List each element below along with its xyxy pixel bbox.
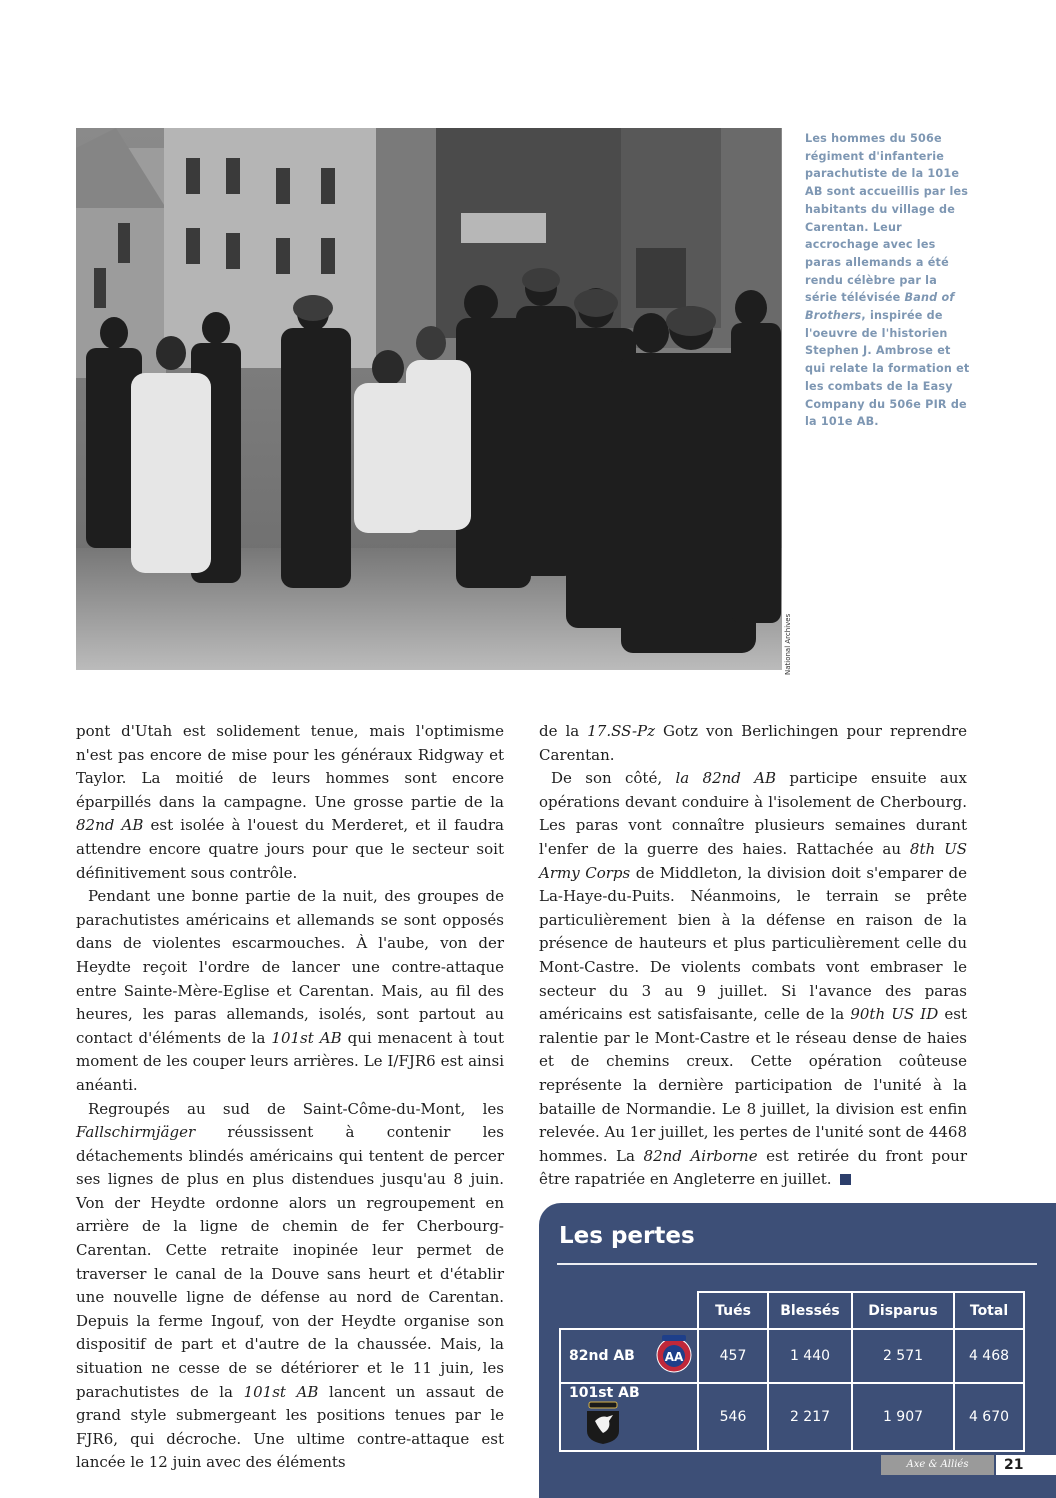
column-header: Blessés	[768, 1292, 852, 1329]
table-cell: 1 440	[768, 1329, 852, 1383]
caption-text: Les hommes du 506e régiment d'infanterie parachutiste de la 101e AB sont accueillis par les habitants du village de Carentan. Leur accrochage avec les paras allemands a été rendu célèbre par la série télévisée	[805, 132, 969, 305]
magazine-name: Axe & Alliés	[881, 1455, 994, 1475]
paragraph: de la 17.SS-Pz Gotz von Berlichingen pour reprendre Carentan.	[539, 722, 967, 764]
historical-photo	[76, 128, 782, 670]
divider	[557, 1263, 1037, 1265]
table-cell: 2 571	[852, 1329, 954, 1383]
table-header-row	[560, 1292, 1024, 1329]
table-cell: 4 468	[954, 1329, 1024, 1383]
paragraph: pont d'Utah est solidement tenue, mais l'optimisme n'est pas encore de mise pour les généraux Ridgway et Taylor. La moitié de leurs hommes sont encore éparpillés dans la campagne. Une grosse partie de la 82nd AB est isolée à l'ouest du Merderet, et il faudra attendre encore quatre jours pour que le secteur soit définitivement sous contrôle.	[76, 722, 504, 882]
101st-airborne-insignia-icon	[583, 1401, 623, 1449]
article-column-right	[539, 720, 967, 1192]
paragraph: Regroupés au sud de Saint-Côme-du-Mont, les Fallschirmjäger réussissent à contenir les détachements blindés américains qui tentent de percer ses lignes de plus en plus distendues jusqu'au 8 juin. Von der Heydte ordonne alors un regroupement en arrière de la ligne de chemin de fer Cherbourg-Carentan. Cette retraite inopinée leur permet de traverser le canal de la Douve sans heurt et d'établir une nouvelle ligne de défense au nord de Carentan. Depuis la ferme Ingouf, von der Heydte organise son dispositif de part et d'autre de la chaussée. Mais, la situation ne cesse de se détériorer et le 11 juin, les parachutistes de la 101st AB lancent un assaut de grand style submergeant les positions tenues par le FJR6, qui décroche. Une ultime contre-attaque est lancée le 12 juin avec des éléments	[76, 1099, 504, 1472]
photo-caption	[805, 130, 970, 431]
svg-text:AA: AA	[664, 1350, 684, 1364]
caption-series-title: Band of Brothers	[805, 291, 955, 323]
photo-credit: National Archives	[784, 613, 792, 675]
end-of-article-icon	[840, 1174, 851, 1185]
unit-name: 82nd AB	[569, 1348, 635, 1364]
table-cell: 1 907	[852, 1383, 954, 1451]
losses-box-title: Les pertes	[559, 1223, 695, 1249]
row-header	[560, 1329, 698, 1383]
table-cell: 4 670	[954, 1383, 1024, 1451]
paragraph: De son côté, la 82nd AB participe ensuite aux opérations devant conduire à l'isolement de Cherbourg. Les paras vont connaître plusieurs semaines durant l'enfer de la guerre des haies. Rattachée au 8th US Army Corps de Middleton, la division doit s'emparer de La-Haye-du-Puits. Néanmoins, le terrain se prête particulièrement bien à la défense en raison de la présence de hauteurs et plus particulièrement celle du Mont-Castre. De violents combats vont embraser le secteur du 3 au 9 juillet. Si l'avance des paras américains est satisfaisante, celle de la 90th US ID est ralentie par le Mont-Castre et le réseau dense de haies et de chemins creux. Cette opération coûteuse représente la dernière participation de l'unité à la bataille de Normandie. Le 8 juillet, la division est enfin relevée. Au 1er juillet, les pertes de l'unité sont de 4468 hommes. La 82nd Airborne est retirée du front pour être rapatriée en Angleterre en juillet.	[539, 769, 968, 1189]
table-row	[560, 1383, 1024, 1451]
caption-text-end: , inspirée de l'oeuvre de l'historien Stephen J. Ambrose et qui relate la formation et les combats de la Easy Company du 506e PIR de la 101e AB.	[805, 309, 970, 429]
row-header	[560, 1383, 698, 1451]
unit-name: 101st AB	[569, 1385, 640, 1401]
column-header: Disparus	[852, 1292, 954, 1329]
photo-illustration	[76, 128, 782, 670]
column-header: Total	[954, 1292, 1024, 1329]
page-number: 21	[996, 1455, 1056, 1475]
table-cell: 546	[698, 1383, 768, 1451]
table-row	[560, 1329, 1024, 1383]
losses-box	[539, 1203, 1056, 1498]
column-header: Tués	[698, 1292, 768, 1329]
table-cell: 457	[698, 1329, 768, 1383]
table-cell: 2 217	[768, 1383, 852, 1451]
paragraph: Pendant une bonne partie de la nuit, des groupes de parachutistes américains et allemands se sont opposés dans de violentes escarmouches. À l'aube, von der Heydte reçoit l'ordre de lancer une contre-attaque entre Sainte-Mère-Eglise et Carentan. Mais, au fil des heures, les paras allemands, isolés, sont partout au contact d'éléments de la 101st AB qui menacent à tout moment de les couper leurs arrières. Le I/FJR6 est ainsi anéanti.	[76, 887, 504, 1094]
article-column-left	[76, 720, 504, 1475]
82nd-airborne-insignia-icon	[654, 1334, 694, 1378]
losses-table	[559, 1291, 1025, 1452]
